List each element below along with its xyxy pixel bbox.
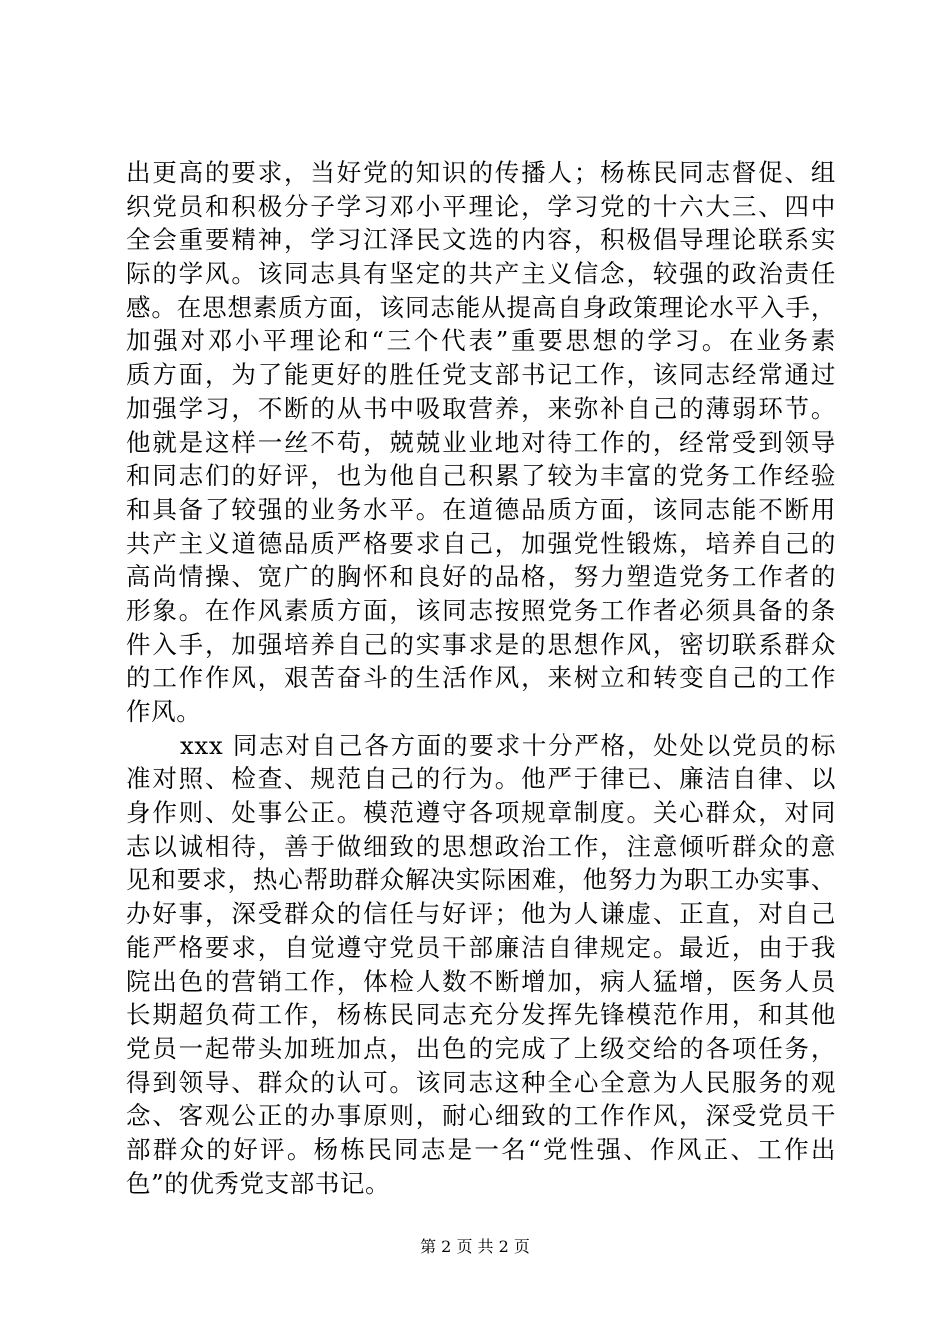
text-line: 和具备了较强的业务水平。在道德品质方面，该同志能不断用 bbox=[126, 494, 836, 524]
text-line: 志以诚相待，善于做细致的思想政治工作，注意倾听群众的意 bbox=[126, 831, 836, 861]
text-line: 部群众的好评。杨栋民同志是一名“党性强、作风正、工作出 bbox=[126, 1134, 836, 1164]
text-line: 得到领导、群众的认可。该同志这种全心全意为人民服务的观 bbox=[126, 1067, 836, 1097]
text-line: 见和要求，热心帮助群众解决实际困难，他努力为职工办实事、 bbox=[126, 865, 836, 895]
text-line: 长期超负荷工作，杨栋民同志充分发挥先锋模范作用，和其他 bbox=[126, 1000, 836, 1030]
text-line: 办好事，深受群众的信任与好评；他为人谦虚、正直，对自己 bbox=[126, 899, 836, 929]
text-line: 作风。 bbox=[126, 697, 202, 726]
text-line: 念、客观公正的办事原则，耐心细致的工作作风，深受党员干 bbox=[126, 1101, 836, 1131]
paragraph-2 bbox=[126, 729, 836, 1201]
page-number-label: 第 2 页 共 2 页 bbox=[420, 1237, 530, 1256]
text-line: 共产主义道德品质严格要求自己，加强党性锻炼，培养自己的 bbox=[126, 528, 836, 558]
text-line: 他就是这样一丝不苟，兢兢业业地对待工作的，经常受到领导 bbox=[126, 427, 836, 457]
text-line: 件入手，加强培养自己的实事求是的思想作风，密切联系群众 bbox=[126, 629, 836, 659]
text-line: 高尚情操、宽广的胸怀和良好的品格，努力塑造党务工作者的 bbox=[126, 562, 836, 592]
page-footer bbox=[0, 1236, 950, 1258]
text-line: 院出色的营销工作，体检人数不断增加，病人猛增，医务人员 bbox=[126, 966, 836, 996]
document-body bbox=[126, 156, 836, 1200]
text-line: 际的学风。该同志具有坚定的共产主义信念，较强的政治责任 bbox=[126, 259, 836, 289]
text-line: 色”的优秀党支部书记。 bbox=[126, 1168, 391, 1198]
text-line: 出更高的要求，当好党的知识的传播人；杨栋民同志督促、组 bbox=[126, 158, 836, 187]
text-line: 加强对邓小平理论和“三个代表”重要思想的学习。在业务素 bbox=[126, 326, 836, 356]
text-line: 准对照、检查、规范自己的行为。他严于律已、廉洁自律、以 bbox=[126, 764, 836, 794]
text-line: 党员一起带头加班加点，出色的完成了上级交给的各项任务， bbox=[126, 1033, 836, 1063]
text-line: 全会重要精神，学习江泽民文选的内容，积极倡导理论联系实 bbox=[126, 225, 836, 255]
text-line: xxx 同志对自己各方面的要求十分严格，处处以党员的标 bbox=[180, 730, 836, 760]
text-line: 感。在思想素质方面，该同志能从提高自身政策理论水平入手， bbox=[126, 292, 836, 322]
text-line: 织党员和积极分子学习邓小平理论，学习党的十六大三、四中 bbox=[126, 191, 836, 221]
text-line: 加强学习，不断的从书中吸取营养，来弥补自己的薄弱环节。 bbox=[126, 393, 836, 423]
text-line: 身作则、处事公正。模范遵守各项规章制度。关心群众，对同 bbox=[126, 798, 836, 828]
text-line: 和同志们的好评，也为他自己积累了较为丰富的党务工作经验 bbox=[126, 461, 836, 491]
text-line: 能严格要求，自觉遵守党员干部廉洁自律规定。最近，由于我 bbox=[126, 932, 836, 962]
text-line: 质方面，为了能更好的胜任党支部书记工作，该同志经常通过 bbox=[126, 360, 836, 390]
text-line: 的工作作风，艰苦奋斗的生活作风，来树立和转变自己的工作 bbox=[126, 663, 836, 693]
paragraph-1 bbox=[126, 156, 836, 729]
text-line: 形象。在作风素质方面，该同志按照党务工作者必须具备的条 bbox=[126, 595, 836, 625]
